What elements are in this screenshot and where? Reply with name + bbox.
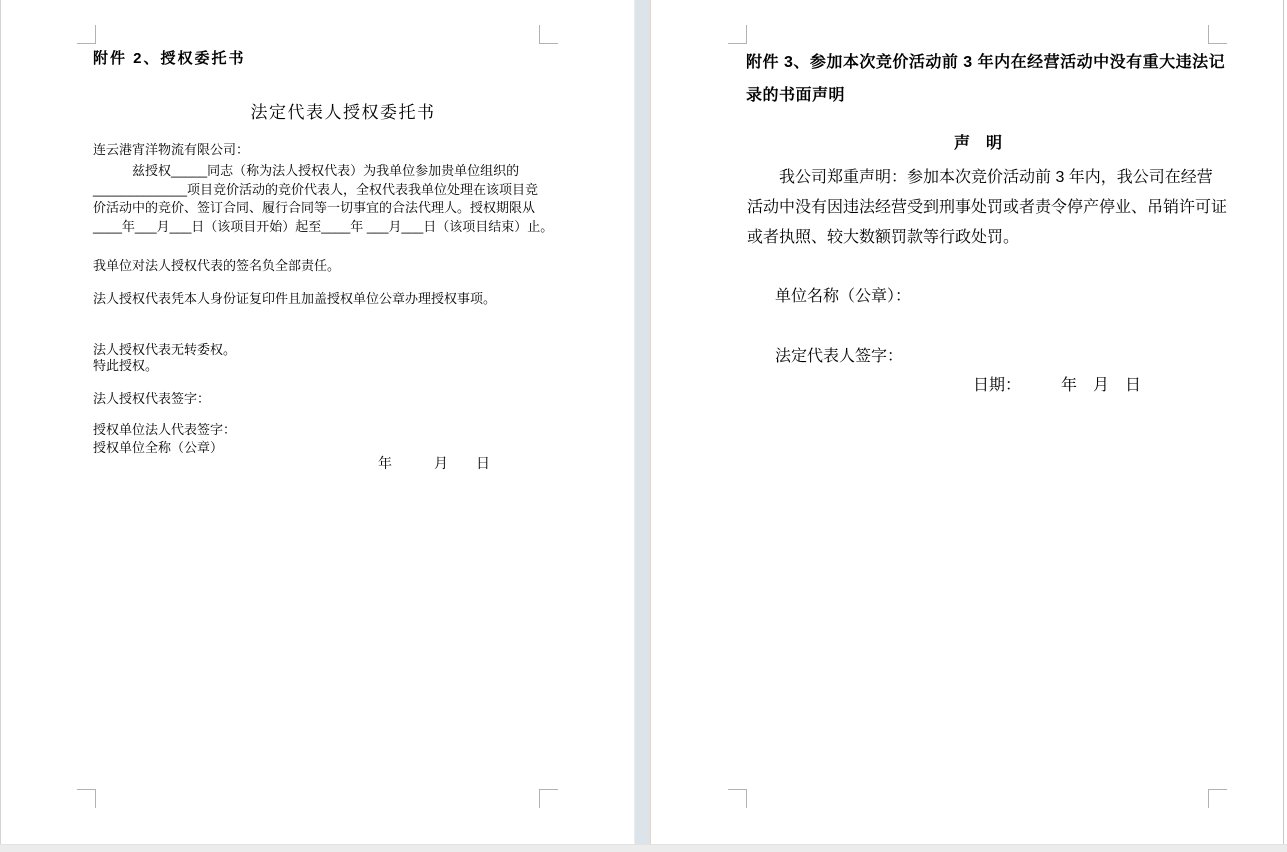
statement-paragraph [747, 163, 1227, 253]
text-line: 价活动中的竞价、签订合同、履行合同等一切事宜的合法代理人。授权期限从 [93, 200, 536, 215]
statement-title: 声 明 [953, 135, 1002, 152]
document-page-1[interactable] [0, 0, 634, 844]
authorization-paragraph [93, 162, 553, 236]
responsibility-line: 我单位对法人授权代表的签名负全部责任。 [93, 258, 341, 273]
margin-crop-mark-top-right [1208, 25, 1227, 44]
unit-name-seal-label: 单位名称（公章）： [775, 288, 912, 305]
legal-rep-signature-label: 法定代表人签字： [775, 348, 904, 365]
date-year-month-day-line: 日期： 年 月 日 [973, 377, 1142, 394]
text-line: 我公司郑重声明：参加本次竞价活动前 3 年内，我公司在经营 [747, 169, 1213, 186]
text-line: 兹授权_____同志（称为法人授权代表）为我单位参加贵单位组织的 [93, 163, 520, 178]
date-year-month-day-line: 年 月 日 [378, 455, 490, 471]
text-line: 附件 3、参加本次竞价活动前 3 年内在经营活动中没有重大违法记 [746, 54, 1226, 71]
no-transfer-line: 法人授权代表无转委权。 [93, 342, 237, 357]
text-line: 录的书面声明 [746, 87, 846, 104]
margin-crop-mark-top-right [539, 25, 558, 44]
text-line: ____年___月___日（该项目开始）起至____年 ___月___日（该项目结束）止。 [93, 218, 554, 234]
unit-name-seal-label: 授权单位全称（公章） [93, 440, 224, 455]
text-line: 或者执照、较大数额罚款等行政处罚。 [747, 229, 1020, 246]
id-card-line: 法人授权代表凭本人身份证复印件且加盖授权单位公章办理授权事项。 [93, 291, 497, 306]
margin-crop-mark-top-left [77, 25, 96, 44]
attachment-2-heading: 附件 2、授权委托书 [93, 50, 246, 67]
hereby-authorize-line: 特此授权。 [93, 358, 159, 373]
rep-signature-label: 法人授权代表签字： [93, 391, 211, 406]
window-right-border [1283, 0, 1284, 844]
text-line: 活动中没有因违法经营受到刑事处罚或者责令停产停业、吊销许可证 [747, 199, 1228, 216]
window-left-border [0, 0, 1, 844]
document-page-2[interactable] [651, 0, 1283, 844]
bottom-gutter [0, 844, 1287, 852]
margin-crop-mark-bottom-left [728, 789, 747, 808]
unit-rep-signature-label: 授权单位法人代表签字： [93, 422, 237, 437]
power-of-attorney-title: 法定代表人授权委托书 [250, 103, 436, 122]
margin-crop-mark-bottom-right [539, 789, 558, 808]
salutation-company-line: 连云港宵洋物流有限公司： [93, 142, 250, 157]
page-gap [634, 0, 651, 844]
text-line: _____________项目竞价活动的竞价代表人，全权代表我单位处理在该项目竞 [93, 181, 538, 197]
attachment-3-heading [746, 46, 1225, 112]
margin-crop-mark-bottom-left [77, 789, 96, 808]
margin-crop-mark-top-left [728, 25, 747, 44]
margin-crop-mark-bottom-right [1208, 789, 1227, 808]
